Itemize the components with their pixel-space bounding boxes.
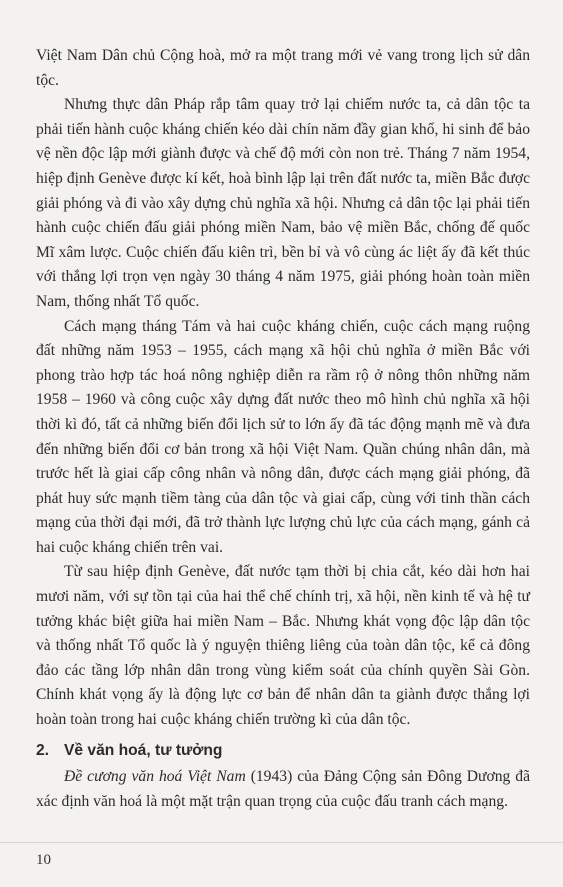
paragraph-culture-rest: (1943) của Đảng Cộng sản Đông Dương đã xác định văn hoá là một mặt trận quan trọng của cuộc đấu tranh cách mạng. (36, 768, 530, 810)
footer-divider (0, 842, 563, 843)
section-heading (36, 739, 530, 764)
paragraph-revolution: Cách mạng tháng Tám và hai cuộc kháng chiến, cuộc cách mạng ruộng đất những năm 1953 – 1955, cách mạng xã hội chủ nghĩa ở miền Bắc với phong trào hợp tác hoá nông nghiệp diễn ra rầm rộ ở nông thôn những năm 1958 – 1960 và công cuộc xây dựng đất nước theo mô hình chủ nghĩa xã hội thời kì đó, tất cả những biến đổi lịch sử to lớn ấy đã tác động mạnh mẽ và đưa đến những biến đổi cơ bản trong xã hội Việt Nam. Quần chúng nhân dân, mà trước hết là giai cấp công nhân và nông dân, được cách mạng giải phóng, đã phát huy sức mạnh tiềm tàng của dân tộc và giai cấp, cùng với tinh thần cách mạng của thời đại mới, đã trở thành lực lượng chủ lực của cách mạng, gánh cả hai cuộc kháng chiến trên vai. (36, 317, 530, 556)
paragraph-continued: Việt Nam Dân chủ Cộng hoà, mở ra một trang mới vẻ vang trong lịch sử dân tộc. (36, 47, 530, 89)
section-title: Về văn hoá, tư tưởng (64, 741, 223, 759)
paragraph-geneva: Từ sau hiệp định Genève, đất nước tạm thời bị chia cắt, kéo dài hơn hai mươi năm, với sự tồn tại của hai thể chế chính trị, xã hội, nền kinh tế và hệ tư tưởng khác biệt giữa hai miền Nam – Bắc. Nhưng khát vọng độc lập dân tộc và thống nhất Tổ quốc là ý nguyện thiêng liêng của toàn dân tộc, kể cả đông đảo các tầng lớp nhân dân trong vùng kiểm soát của chính quyền Sài Gòn. Chính khát vọng ấy là động lực cơ bản để nhân dân ta giành được thắng lợi hoàn toàn trong hai cuộc kháng chiến trường kì của dân tộc. (36, 563, 530, 729)
page-number: 10 (36, 852, 51, 868)
body-text (36, 44, 530, 814)
paragraph-culture (36, 765, 530, 814)
section-number: 2. (36, 741, 50, 759)
paragraph-resistance: Nhưng thực dân Pháp rắp tâm quay trở lại chiếm nước ta, cả dân tộc ta phải tiến hành cuộc kháng chiến kéo dài chín năm đầy gian khổ, hi sinh để bảo vệ nền độc lập mới giành được và chế độ mới còn non trẻ. Tháng 7 năm 1954, hiệp định Genève được kí kết, hoà bình lập lại trên đất nước ta, miền Bắc được giải phóng và đi vào xây dựng chủ nghĩa xã hội. Nhưng cả dân tộc lại phải tiến hành cuộc chiến đấu giải phóng miền Nam, bảo vệ miền Bắc, chống đế quốc Mĩ xâm lược. Cuộc chiến đấu kiên trì, bền bỉ và vô cùng ác liệt ấy đã kết thúc với thắng lợi trọn vẹn ngày 30 tháng 4 năm 1975, giải phóng hoàn toàn miền Nam, thống nhất Tổ quốc. (36, 96, 530, 310)
document-title-italic: Đề cương văn hoá Việt Nam (64, 768, 246, 786)
